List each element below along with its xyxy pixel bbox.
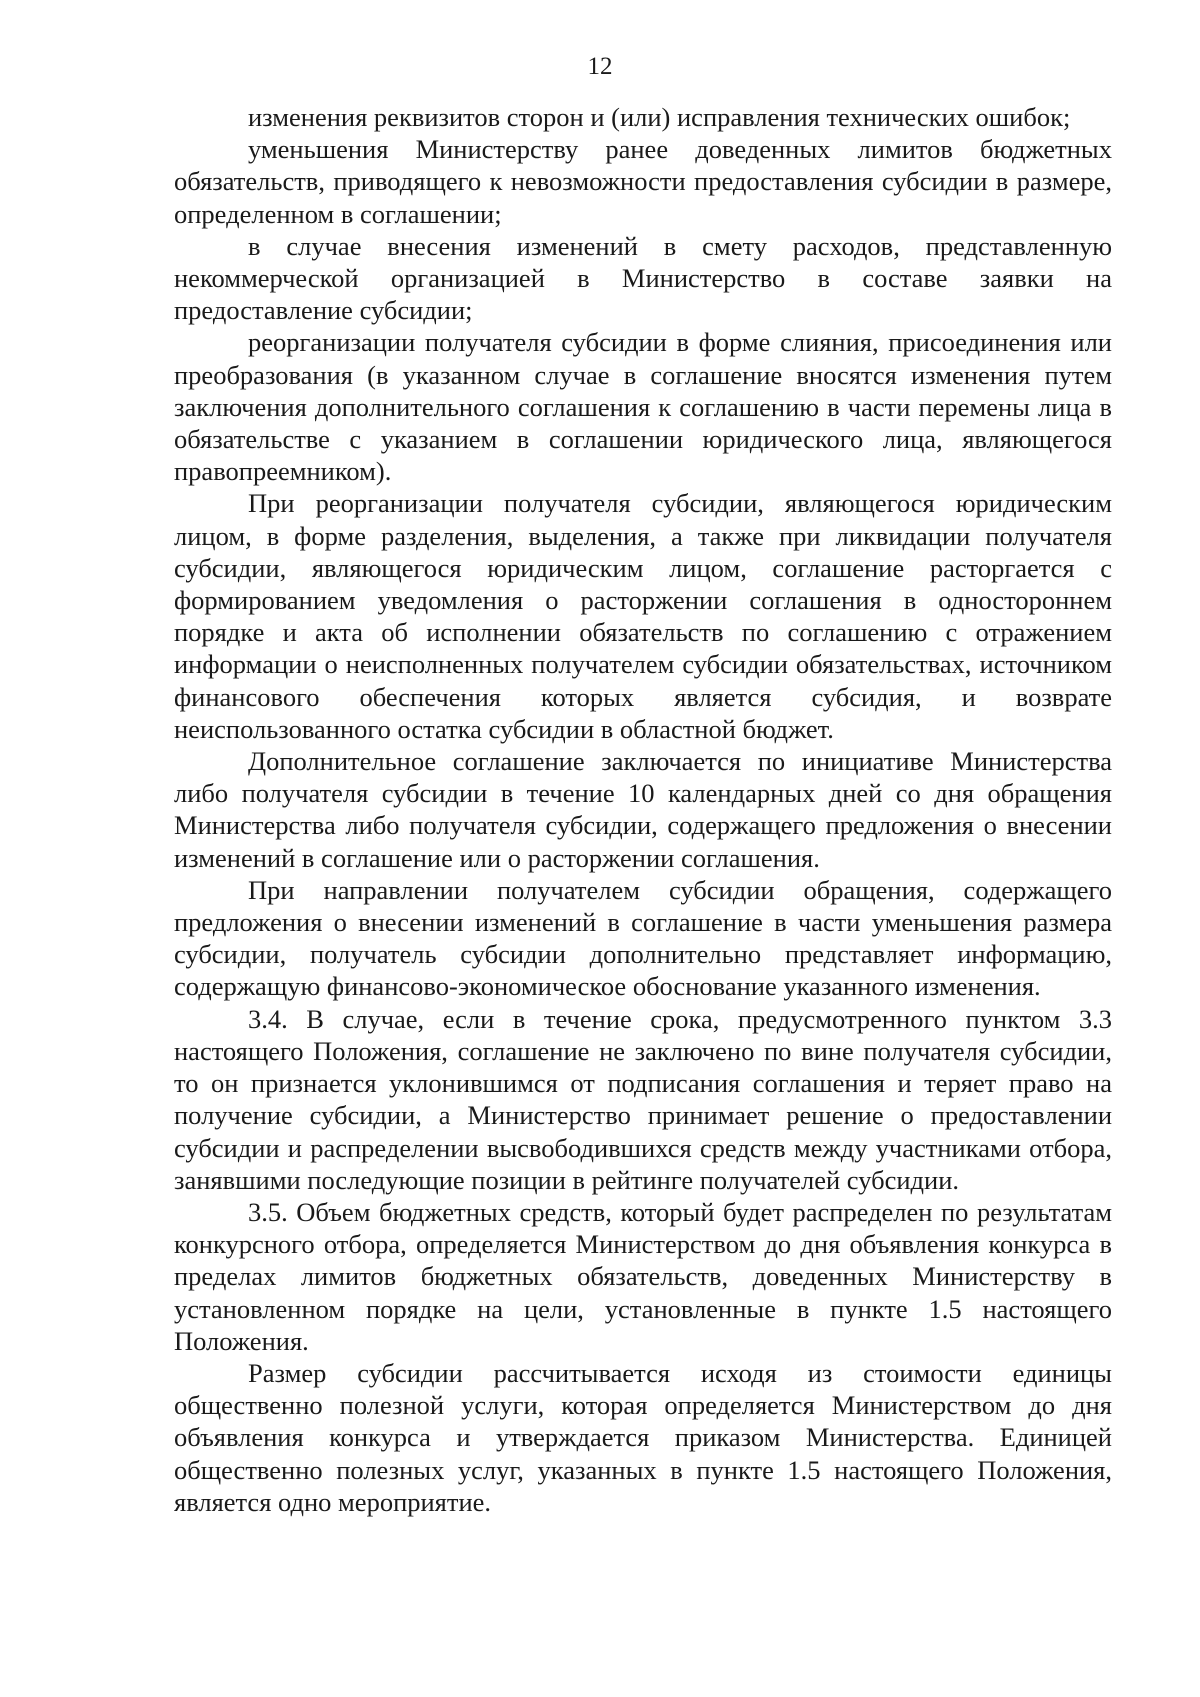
paragraph: При реорганизации получателя субсидии, являющегося юридическим лицом, в форме разделения, выделения, а также при ликвидации получателя субсидии, являющегося юридическим лицом, соглашение расторгается с формированием уведомления о расторжении соглашения в одностороннем порядке и акта об исполнении обязательств по соглашению с отражением информации о неисполненных получателем субсидии обязательствах, источником финансового обеспечения которых является субсидия, и возврате неиспользованного остатка субсидии в областной бюджет. (174, 488, 1112, 744)
paragraph: При направлении получателем субсидии обращения, содержащего предложения о внесении изменений в соглашение в части уменьшения размера субсидии, получатель субсидии дополнительно представляет информацию, содержащую финансово-экономическое обоснование указанного изменения. (174, 874, 1112, 1002)
paragraph: изменения реквизитов сторон и (или) исправления технических ошибок; (248, 102, 1071, 132)
paragraph: уменьшения Министерству ранее доведенных лимитов бюджетных обязательств, приводящего к невозможности предоставления субсидии в размере, определенном в соглашении; (174, 134, 1112, 229)
paragraph: Дополнительное соглашение заключается по инициативе Министерства либо получателя субсидии в течение 10 календарных дней со дня обращения Министерства либо получателя субсидии, содержащего предложения о внесении изменений в соглашение или о расторжении соглашения. (174, 746, 1112, 873)
page-number: 12 (587, 53, 613, 80)
paragraph: 3.4. В случае, если в течение срока, предусмотренного пунктом 3.3 настоящего Положения, соглашение не заключено по вине получателя субсидии, то он признается уклонившимся от подписания соглашения и теряет право на получение субсидии, а Министерство принимает решение о предоставлении субсидии и распределении высвободившихся средств между участниками отбора, занявшими последующие позиции в рейтинге получателей субсидии. (174, 1003, 1112, 1195)
document-body (174, 101, 1112, 1518)
paragraph: реорганизации получателя субсидии в форме слияния, присоединения или преобразования (в указанном случае в соглашение вносятся изменения путем заключения дополнительного соглашения к соглашению в части перемены лица в обязательстве с указанием в соглашении юридического лица, являющегося правопреемником). (174, 327, 1112, 487)
paragraph: в случае внесения изменений в смету расходов, представленную некоммерческой организацией в Министерство в составе заявки на предоставление субсидии; (174, 230, 1112, 326)
paragraph: 3.5. Объем бюджетных средств, который будет распределен по результатам конкурсного отбора, определяется Министерством до дня объявления конкурса в пределах лимитов бюджетных обязательств, доведенных Министерству в установленном порядке на цели, установленные в пункте 1.5 настоящего Положения. (174, 1196, 1112, 1356)
paragraph: Размер субсидии рассчитывается исходя из стоимости единицы общественно полезной услуги, которая определяется Министерством до дня объявления конкурса и утверждается приказом Министерства. Единицей общественно полезных услуг, указанных в пункте 1.5 настоящего Положения, является одно мероприятие. (174, 1357, 1112, 1517)
